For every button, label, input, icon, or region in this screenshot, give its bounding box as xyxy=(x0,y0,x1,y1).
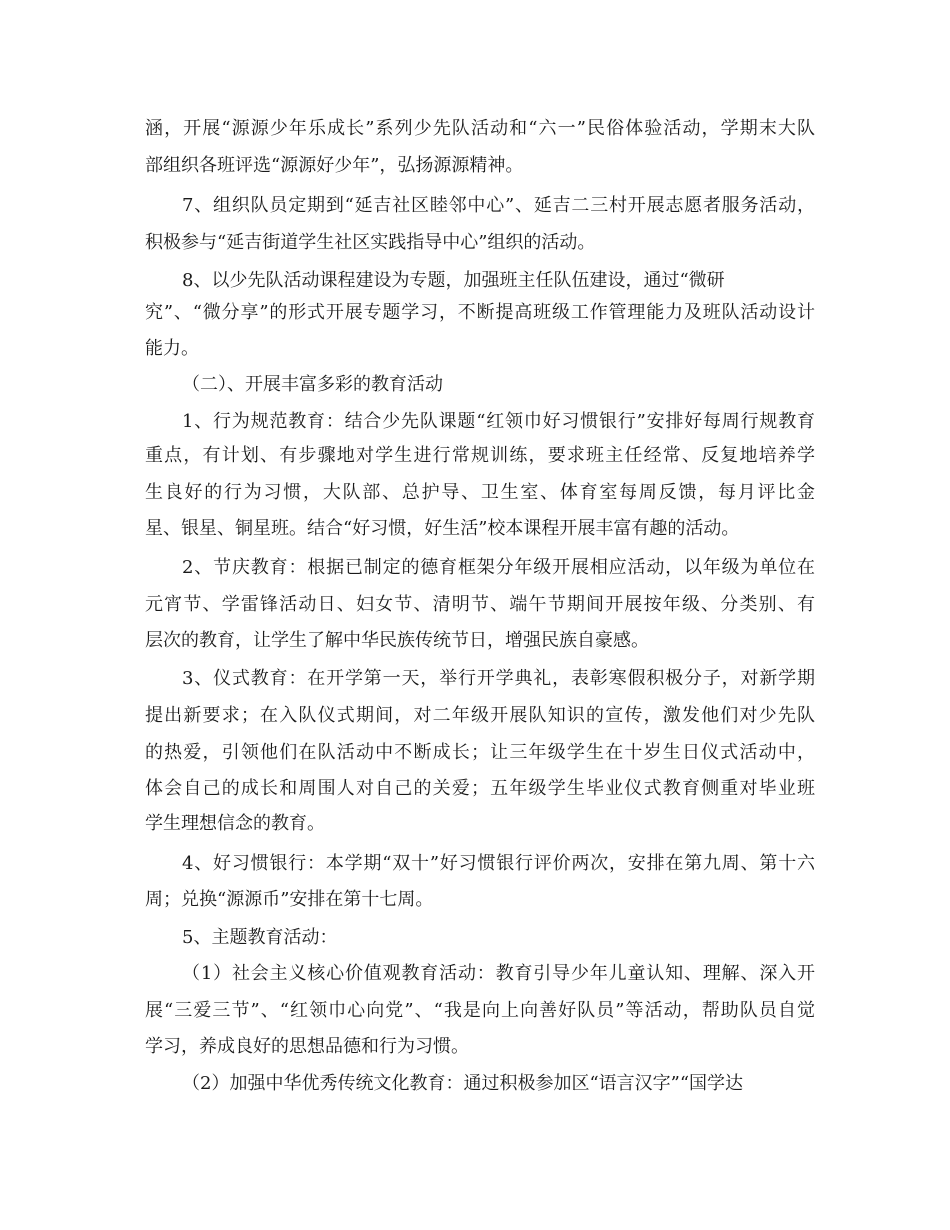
paragraph-line: 7、组织队员定期到“延吉社区睦邻中心”、延吉二三村开展志愿者服务活动， xyxy=(182,195,815,216)
paragraph-line: 1、行为规范教育：结合少先队课题“红领巾好习惯银行”安排好每周行规教育 xyxy=(182,411,815,432)
paragraph-line: 重点，有计划、有步骤地对学生进行常规训练，要求班主任经常、反复地培养学 xyxy=(145,445,815,466)
paragraph-line: 3、仪式教育：在开学第一天，举行开学典礼，表彰寒假积极分子，对新学期 xyxy=(182,668,815,689)
paragraph-line: 4、好习惯银行：本学期“双十”好习惯银行评价两次，安排在第九周、第十六 xyxy=(182,853,815,874)
paragraph-line: 展“三爱三节”、“红领巾心向党”、“我是向上向善好队员”等活动，帮助队员自觉 xyxy=(145,1000,815,1021)
paragraph-line: 涵，开展“源源少年乐成长”系列少先队活动和“六一”民俗体验活动，学期末大队 xyxy=(145,118,815,139)
paragraph-line: 星、银星、铜星班。结合“好习惯，好生活”校本课程开展丰富有趣的活动。 xyxy=(145,518,740,539)
paragraph-line: 部组织各班评选“源源好少年”，弘扬源源精神。 xyxy=(145,155,524,176)
paragraph-line: 元宵节、学雷锋活动日、妇女节、清明节、端午节期间开展按年级、分类别、有 xyxy=(145,594,815,615)
paragraph-line: 能力。 xyxy=(145,338,199,359)
paragraph-line: 8、以少先队活动课程建设为专题，加强班主任队伍建设，通过“微研 xyxy=(182,270,725,291)
paragraph-line: 5、主题教育活动： xyxy=(182,927,338,948)
paragraph-line: 学生理想信念的教育。 xyxy=(145,813,325,834)
paragraph-line: 积极参与“延吉街道学生社区实践指导中心”组织的活动。 xyxy=(145,232,596,253)
paragraph-line: 提出新要求；在入队仪式期间，对二年级开展队知识的宣传，激发他们对少先队 xyxy=(145,705,815,726)
section-heading: （二）、开展丰富多彩的教育活动 xyxy=(182,374,443,395)
paragraph-line: 学习，养成良好的思想品德和行为习惯。 xyxy=(145,1036,469,1057)
paragraph-line: 究”、“微分享”的形式开展专题学习，不断提高班级工作管理能力及班队活动设计 xyxy=(145,302,815,323)
paragraph-line: （1）社会主义核心价值观教育活动：教育引导少年儿童认知、理解、深入开 xyxy=(182,963,815,984)
paragraph-line: （2）加强中华优秀传统文化教育：通过积极参加区“语言汉字”“国学达 xyxy=(182,1073,744,1094)
paragraph-line: 的热爱，引领他们在队活动中不断成长；让三年级学生在十岁生日仪式活动中， xyxy=(145,742,815,763)
paragraph-line: 层次的教育，让学生了解中华民族传统节日，增强民族自豪感。 xyxy=(145,630,649,651)
paragraph-line: 生良好的行为习惯，大队部、总护导、卫生室、体育室每周反馈，每月评比金 xyxy=(145,482,815,503)
paragraph-line: 2、节庆教育：根据已制定的德育框架分年级开展相应活动，以年级为单位在 xyxy=(182,557,815,578)
paragraph-line: 周；兑换“源源币”安排在第十七周。 xyxy=(145,889,434,910)
paragraph-line: 体会自己的成长和周围人对自己的关爱；五年级学生毕业仪式教育侧重对毕业班 xyxy=(145,778,815,799)
